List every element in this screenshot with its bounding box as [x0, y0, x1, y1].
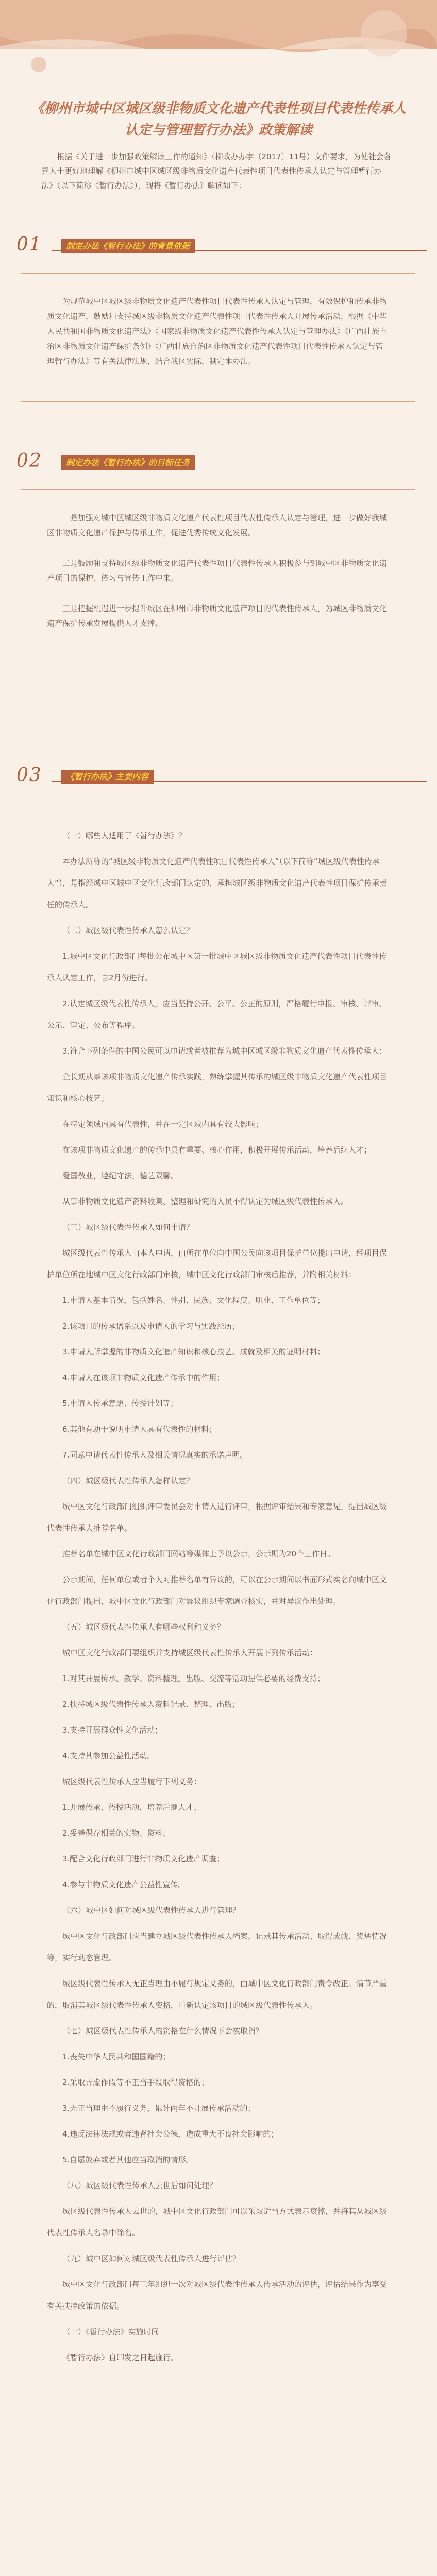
section-paragraph: 3.申请人所掌握的非物质文化遗产知识和核心技艺、成就及相关的证明材料；: [62, 1347, 325, 1357]
section-paragraph: 4.违反法律法规或者违背社会公德，造成重大不良社会影响的；: [62, 2129, 279, 2139]
section-paragraph: 1.丧失中华人民共和国国籍的；: [62, 2052, 171, 2061]
section-paragraph: 2.妥善保存相关的实物、资料；: [62, 1828, 171, 1838]
section-paragraph: （九）城中区如何对城区级代表性传承人进行评估？: [62, 2254, 241, 2263]
section-paragraph: 2.采取弄虚作假等不正当手段取得资格的；: [62, 2078, 209, 2087]
section-paragraph: 城区级代表性传承人应当履行下列义务：: [62, 1777, 202, 1786]
section-paragraph: 城区级代表性传承人无正当理由不履行规定义务的，由城中区文化行政部门责令改正；情节严重的，取消其城区级代表性传承人资格，重新认定该项目的城区级代表性传承人。: [47, 1979, 388, 2010]
section-paragraph: （五）城区级代表性传承人有哪些权利和义务？: [62, 1622, 225, 1632]
section-paragraph: 4.参与非物质文化遗产公益性宣传。: [62, 1880, 186, 1889]
section-paragraph: 城中区文化行政部门应当建立城区级代表性传承人档案，记录其传承活动、取得成就、奖惩情况等，实行动态管理。: [47, 1931, 388, 1962]
section-paragraph: （十）《暂行办法》实施时间: [62, 2327, 159, 2336]
section-paragraph: 爱国敬业，遵纪守法，德艺双馨。: [62, 1171, 179, 1180]
section-number: 03: [16, 765, 42, 786]
section-paragraph: 企长期从事该项非物质文化遗产传承实践，熟练掌握其传承的城区级非物质文化遗产代表性项目知识和核心技艺；: [47, 1072, 388, 1103]
section-paragraph: 城中区文化行政部门每三年组织一次对城区级代表性传承人传承活动的评估，评估结果作为享受有关扶持政策的依据。: [47, 2280, 388, 2311]
section-paragraph: 本办法所称的“城区级非物质文化遗产代表性项目代表性传承人”（以下简称“城区级代表性传承人”），是指经城中区城中区文化行政部门认定的，承担城区级非物质文化遗产代表性项目保护传承责任的传承人。: [47, 857, 388, 909]
section-paragraph: 为规范城中区城区级非物质文化遗产代表性项目代表性传承人认定与管理，有效保护和传承非物质文化遗产，鼓励和支持城区级非物质文化遗产代表性项目代表性传承人开展传承活动，根据《中华人民共和国非物质文化遗产法》《国家级非物质文化遗产代表性传承人认定与管理办法》《广西壮族自治区非物质文化遗产保护条例》《广西壮族自治区非物质文化遗产代表性项目代表性传承人认定与管理暂行办法》等有关法律法规，结合我区实际，制定本办法。: [47, 297, 388, 366]
section-paragraph: 城区级代表性传承人由本人申请，由所在单位向中国公民向该项目保护单位提出申请，经项目保护单位所在地城中区文化行政部门审核，城中区文化行政部门审核后推荐，并附相关材料：: [47, 1248, 388, 1279]
section-paragraph: 城中区文化行政部门要组织并支持城区级代表性传承人开展下列传承活动：: [62, 1648, 318, 1657]
section-paragraph: 一是加强对城中区城区级非物质文化遗产代表性项目代表性传承人认定与管理，进一步做好我城区非物质文化遗产保护与传承工作，促进优秀传统文化发展。: [47, 513, 388, 537]
section-paragraph: （一）哪些人适用于《暂行办法》？: [62, 831, 187, 840]
section-paragraph: （七）城区级代表性传承人的资格在什么情况下会被取消？: [62, 2026, 264, 2036]
section-label: 制定办法《暂行办法》的背景依据: [61, 239, 195, 253]
section-paragraph: 在特定领域内具有代表性，并在一定区域内具有较大影响；: [62, 1120, 264, 1129]
section-paragraph: 1.城中区文化行政部门每批公布城中区第一批城中区城区级非物质文化遗产代表性项目代表性传承人认定工作，自2月份进行。: [47, 952, 387, 982]
section-paragraph: 《暂行办法》自印发之日起施行。: [62, 2353, 179, 2362]
intro-paragraph: 根据《关于进一步加强政策解读工作的通知》（柳政办办字〔2017〕11号）文件要求，为使社会各界人士更好地理解《柳州市城中区城区级非物质文化遗产代表性项目代表性传承人认定与管理暂行办法》（以下简称《暂行办法》），现将《暂行办法》解读如下：: [41, 152, 392, 190]
section-paragraph: （三）城区级代表性传承人如何申请？: [62, 1223, 194, 1232]
section-header-3: [0, 762, 437, 793]
decor-circle: [31, 57, 46, 72]
section-paragraph: 6.其他有助于说明申请人具有代表性的材料；: [62, 1425, 217, 1434]
section-paragraph: 7.同意申请代表性传承人及相关情况真实的承诺声明。: [62, 1450, 248, 1460]
section-paragraph: （八）城区级代表性传承人去世后如何处理？: [62, 2181, 217, 2190]
section-paragraph: 4.支持其参加公益性活动。: [62, 1751, 155, 1760]
section-label: 制定办法《暂行办法》的目标任务: [61, 455, 195, 470]
section-paragraph: 1.申请人基本情况，包括姓名、性别、民族、文化程度、职业、工作单位等；: [62, 1296, 325, 1305]
section-paragraph: 3.支持开展群众性文化活动；: [62, 1725, 163, 1735]
section-box-1: [21, 273, 415, 402]
section-paragraph: 2.该项目的传承谱系以及申请人的学习与实践经历；: [62, 1321, 240, 1331]
section-paragraph: （二）城区级代表性传承人怎么认定？: [62, 926, 194, 935]
section-label: 《暂行办法》主要内容: [61, 770, 154, 784]
section-header-2: [0, 448, 437, 479]
section-paragraph: 2.扶持城区级代表性传承人资料记录、整理、出版；: [62, 1700, 240, 1709]
page-title: 《柳州市城中区城区级非物质文化遗产代表性项目代表性传承人认定与管理暂行办法》政策解读: [31, 101, 407, 138]
section-paragraph: （六）城中区如何对城区级代表性传承人进行管理？: [62, 1906, 241, 1915]
section-paragraph: 公示期间，任何单位或者个人对推荐名单有异议的，可以在公示期间以书面形式实名向城中区文化行政部门提出，城中区文化行政部门对异议组织专家调查核实，并对异议作出处理。: [47, 1575, 388, 1606]
section-number: 02: [16, 450, 42, 471]
decor-circle: [361, 10, 407, 57]
section-paragraph: 5.自愿放弃或者其他应当取消的情形。: [62, 2155, 194, 2164]
section-paragraph: 3.无正当理由不履行义务，累计两年不开展传承活动的；: [62, 2104, 256, 2113]
section-paragraph: 4.申请人在该项非物质文化遗产传承中的作用；: [62, 1373, 225, 1382]
section-paragraph: （四）城区级代表性传承人怎样认定？: [62, 1476, 194, 1485]
section-paragraph: 1.开展传承、传授活动，培养后继人才；: [62, 1803, 201, 1812]
section-paragraph: 3.配合文化行政部门进行非物质文化遗产调查；: [62, 1854, 225, 1863]
section-paragraph: 3.符合下列条件的中国公民可以申请或者被推荐为城中区城区级非物质文化遗产代表性传承人：: [62, 1046, 387, 1056]
section-paragraph: 二是鼓励和支持城区级非物质文化遗产代表性项目代表性传承人积极参与到城中区非物质文化遗产项目的保护、传习与宣传工作中来。: [47, 558, 388, 583]
section-paragraph: 城区级代表性传承人去世的，城中区文化行政部门可以采取适当方式表示哀悼，并将其从城区级代表性传承人名录中除名。: [47, 2207, 388, 2238]
section-paragraph: 1.对其开展传承、教学、资料整理、出版、交流等活动提供必要的经费支持；: [62, 1674, 325, 1683]
section-paragraph: 从事非物质文化遗产资料收集、整理和研究的人员不得认定为城区级代表性传承人。: [62, 1197, 349, 1206]
section-paragraph: 在该项非物质文化遗产的传承中具有重要、核心作用，积极开展传承活动，培养后继人才；: [62, 1145, 372, 1155]
section-box-3: [21, 804, 415, 2576]
section-box-2: [21, 489, 415, 716]
section-header-1: [0, 232, 437, 263]
section-paragraph: 2.认定城区级代表性传承人，应当坚持公开、公平、公正的原则，严格履行申报、审核、评审、公示、审定、公布等程序。: [47, 999, 387, 1030]
section-paragraph: 5.申请人传承意愿、传授计划等；: [62, 1399, 178, 1408]
section-paragraph: 推荐名单在城中区文化行政部门网站等媒体上予以公示，公示期为20个工作日。: [62, 1549, 335, 1558]
section-paragraph: 城中区文化行政部门组织评审委员会对申请人进行评审，根据评审结果和专家意见，提出城区级代表性传承人推荐名单。: [47, 1502, 388, 1533]
section-paragraph: 三是把握机遇进一步提升城区在柳州市非物质文化遗产项目的代表性传承人，为城区非物质文化遗产保护传承发展提供人才支撑。: [47, 604, 388, 628]
section-number: 01: [16, 234, 42, 255]
